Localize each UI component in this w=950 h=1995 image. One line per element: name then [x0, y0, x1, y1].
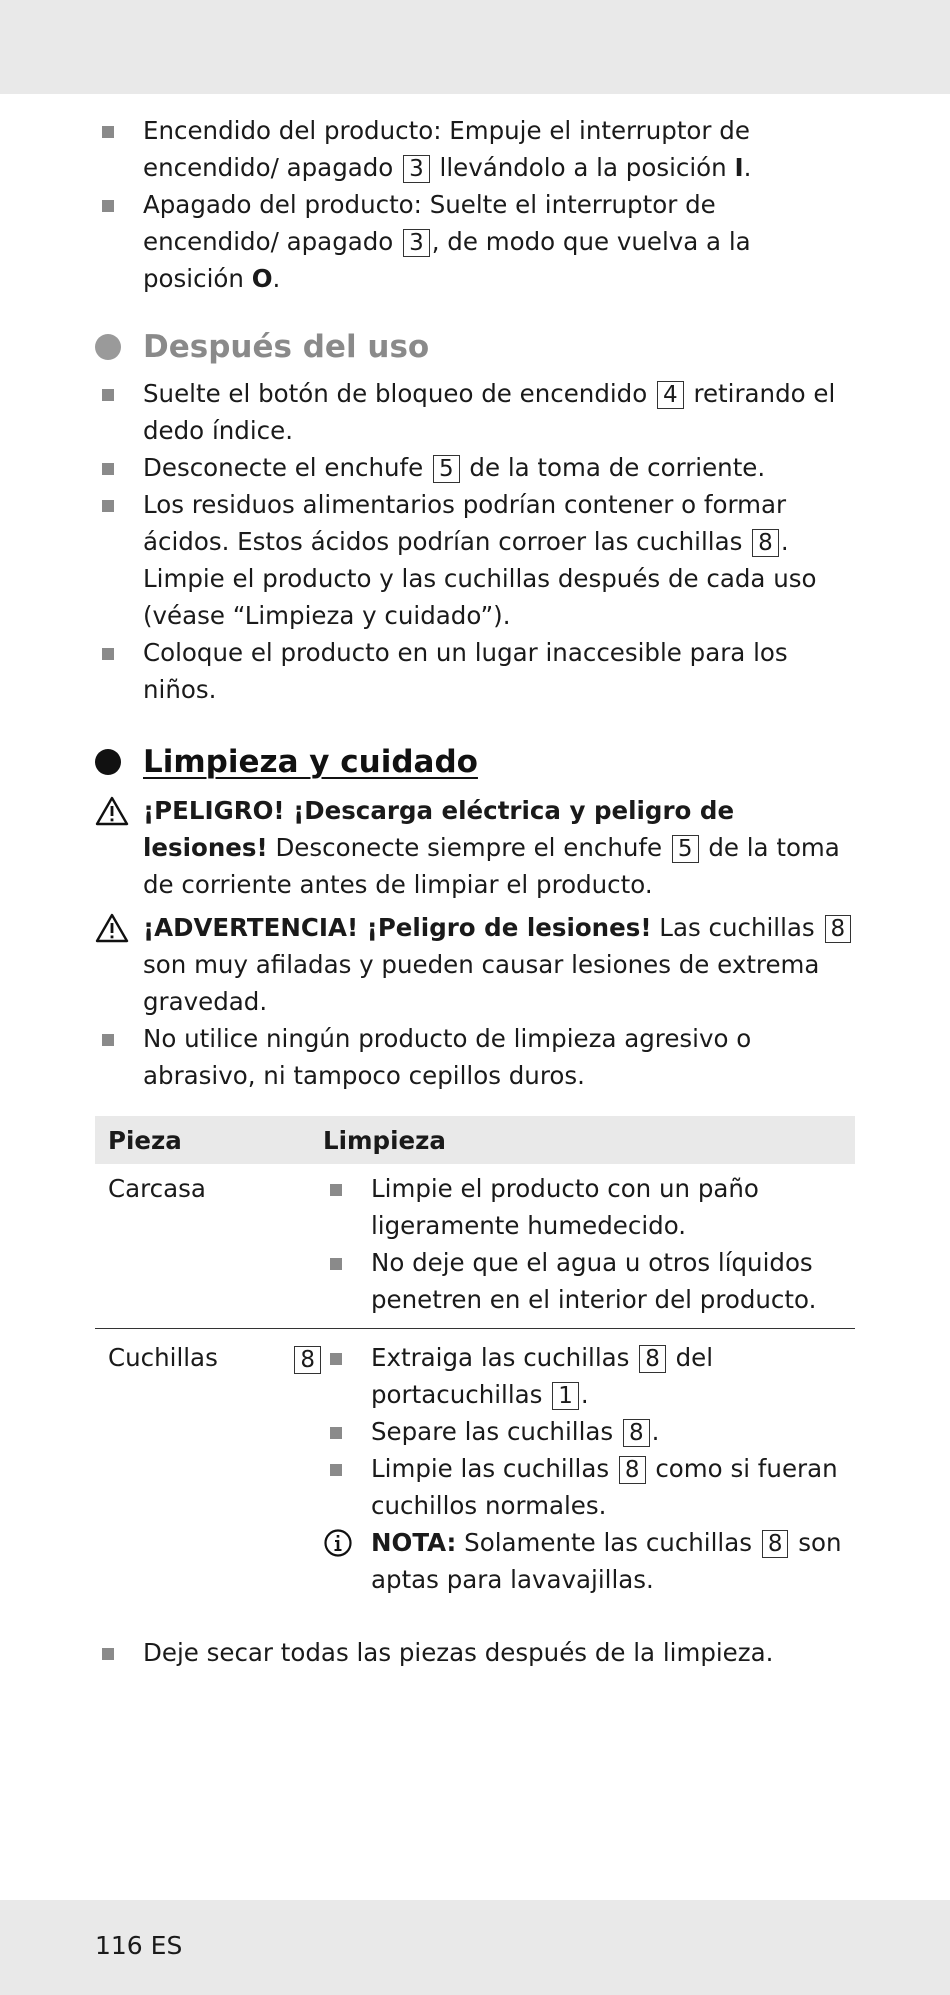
- on-position-symbol: I: [734, 153, 744, 182]
- list-item: Suelte el botón de bloqueo de encendido 4 retirando el dedo índice.: [95, 375, 855, 449]
- off-position-symbol: O: [251, 264, 273, 293]
- part-reference: 5: [433, 455, 460, 483]
- note: NOTA: Solamente las cuchillas 8 son aptas para lavavajillas.: [323, 1524, 855, 1598]
- bullet-icon: [330, 1353, 342, 1365]
- part-reference: 3: [403, 155, 430, 183]
- list-item: No utilice ningún producto de limpieza agresivo o abrasivo, ni tampoco cepillos duros.: [95, 1020, 855, 1094]
- page-number: 116 ES: [95, 1931, 183, 1960]
- part-reference: 8: [825, 915, 852, 943]
- bullet-icon: [102, 463, 114, 475]
- list-item: No deje que el agua u otros líquidos penetren en el interior del producto.: [323, 1244, 855, 1318]
- part-reference: 8: [639, 1345, 666, 1373]
- bullet-icon: [330, 1427, 342, 1439]
- part-reference: 8: [752, 529, 779, 557]
- info-icon: [323, 1528, 353, 1558]
- list-item: Deje secar todas las piezas después de la limpieza.: [95, 1634, 855, 1671]
- part-reference: 8: [619, 1456, 646, 1484]
- part-reference: 8: [623, 1419, 650, 1447]
- warning-triangle-icon: [95, 913, 129, 943]
- bullet-icon: [102, 648, 114, 660]
- list-item: Coloque el producto en un lugar inaccesible para los niños.: [95, 634, 855, 708]
- warning-triangle-icon: [95, 796, 129, 826]
- circle-bullet-icon: [95, 749, 121, 775]
- part-reference: 8: [762, 1530, 789, 1558]
- bullet-icon: [102, 1648, 114, 1660]
- bullet-icon: [102, 389, 114, 401]
- table-row: Cuchillas 8 Extraiga las cuchillas 8 del portacuchillas 1 . Separe las cuchillas 8 . Limpie las cuchillas 8 como si fueran cuchillos normales. NOTA: Solamente las cuchillas 8 son aptas para lavavajillas.: [95, 1329, 855, 1608]
- part-reference: 4: [657, 381, 684, 409]
- circle-bullet-icon: [95, 334, 121, 360]
- list-item: Limpie el producto con un paño ligeramente humedecido.: [323, 1170, 855, 1244]
- bullet-icon: [102, 126, 114, 138]
- part-reference: 3: [403, 229, 430, 257]
- list-item: Desconecte el enchufe 5 de la toma de corriente.: [95, 449, 855, 486]
- section-heading-after-use: Después del uso: [95, 327, 855, 367]
- bullet-icon: [102, 200, 114, 212]
- list-item: Los residuos alimentarios podrían contener o formar ácidos. Estos ácidos podrían corroer las cuchillas 8 . Limpie el producto y las cuchillas después de cada uso (véase “Limpieza y cuidado”).: [95, 486, 855, 634]
- bullet-icon: [102, 1034, 114, 1046]
- list-item: Apagado del producto: Suelte el interruptor de encendido/ apagado 3 , de modo que vuelva a la posición O.: [95, 186, 855, 297]
- bullet-icon: [102, 500, 114, 512]
- header-band: [0, 0, 950, 94]
- table-row: Carcasa Limpie el producto con un paño ligeramente humedecido. No deje que el agua u otros líquidos penetren en el interior del producto.: [95, 1164, 855, 1329]
- bullet-icon: [330, 1464, 342, 1476]
- bullet-icon: [330, 1258, 342, 1270]
- table-header: Pieza Limpieza: [95, 1116, 855, 1164]
- list-item: Separe las cuchillas 8 .: [323, 1413, 855, 1450]
- part-reference: 5: [672, 835, 699, 863]
- part-reference: 1: [552, 1382, 579, 1410]
- bullet-icon: [330, 1184, 342, 1196]
- list-item: Extraiga las cuchillas 8 del portacuchillas 1 .: [323, 1339, 855, 1413]
- danger-notice: ¡PELIGRO! ¡Descarga eléctrica y peligro de lesiones! Desconecte siempre el enchufe 5 de la toma de corriente antes de limpiar el producto.: [95, 792, 855, 903]
- part-reference: 8: [294, 1346, 321, 1374]
- warning-notice: ¡ADVERTENCIA! ¡Peligro de lesiones! Las cuchillas 8 son muy afiladas y pueden causar lesiones de extrema gravedad.: [95, 909, 855, 1020]
- list-item: Limpie las cuchillas 8 como si fueran cuchillos normales.: [323, 1450, 855, 1524]
- page-content: [95, 112, 855, 1671]
- list-item: Encendido del producto: Empuje el interruptor de encendido/ apagado 3 llevándolo a la posición I.: [95, 112, 855, 186]
- section-heading-cleaning: Limpieza y cuidado: [95, 742, 855, 782]
- cleaning-table: [95, 1116, 855, 1608]
